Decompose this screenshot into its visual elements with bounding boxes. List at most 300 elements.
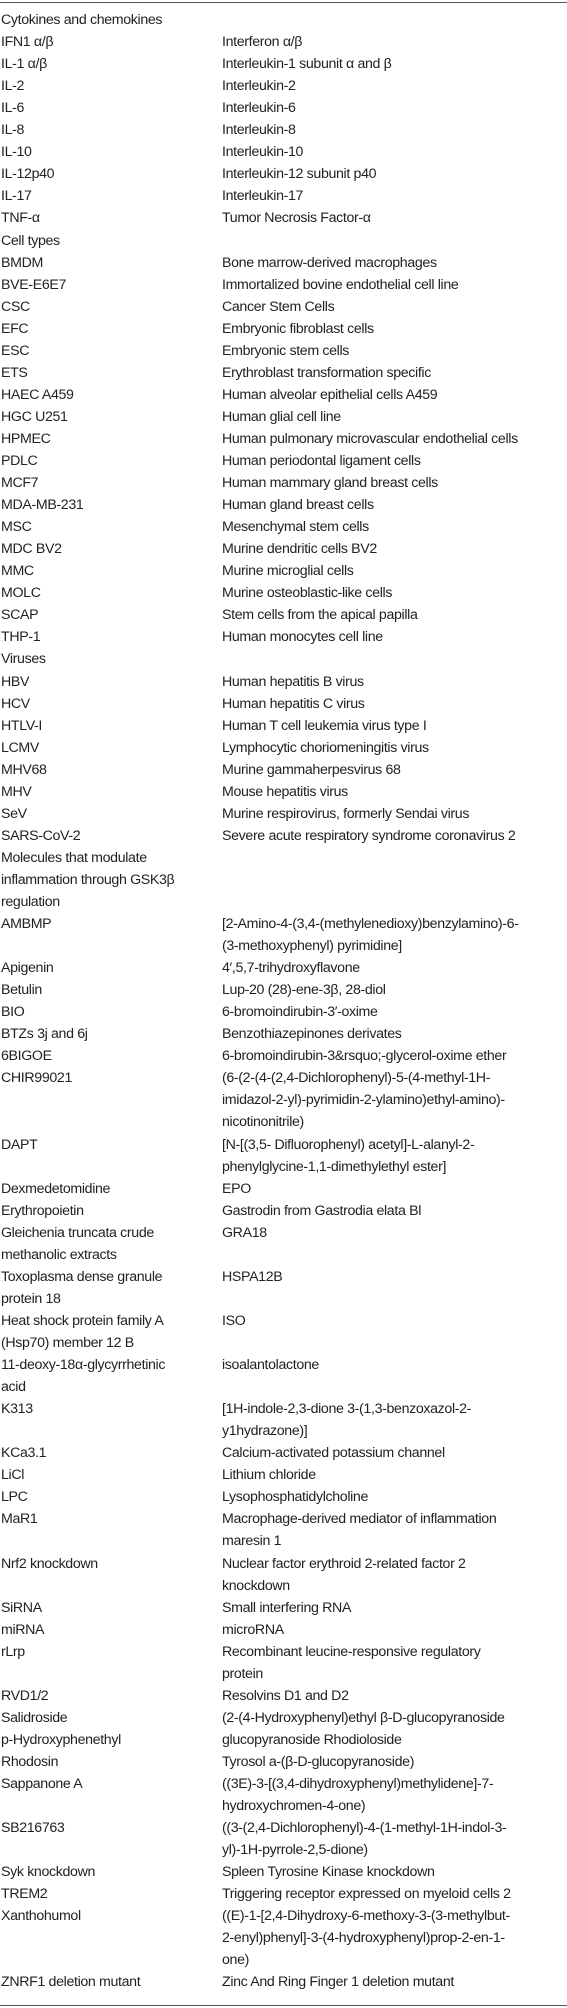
abbreviation-cell-line: SARS-CoV-2 (1, 827, 81, 844)
definition-cell (222, 739, 567, 761)
abbreviation-cell-line: CHIR99021 (1, 1070, 72, 1087)
abbreviation-cell (1, 1444, 211, 1466)
definition-cell (222, 1753, 567, 1775)
definition-cell (222, 695, 567, 717)
definition-cell (222, 1885, 567, 1907)
abbreviation-cell (1, 452, 211, 474)
abbreviation-cell-line: BTZs 3j and 6j (1, 1026, 88, 1043)
definition-cell-line: Human periodontal ligament cells (222, 453, 421, 469)
abbreviation-cell (1, 298, 211, 320)
definition-cell-line: Interleukin-17 (222, 188, 304, 205)
definition-cell-line: Murine osteoblastic-like cells (222, 585, 393, 602)
definition-cell (222, 496, 567, 518)
abbreviation-cell (1, 1885, 211, 1907)
definition-cell (222, 121, 567, 143)
abbreviation-cell-line: LPC (1, 1489, 28, 1506)
definition-cell (222, 827, 567, 849)
table-bottom-rule (0, 2005, 567, 2006)
definition-cell (222, 540, 567, 562)
abbreviation-cell-line: HGC U251 (1, 408, 68, 425)
abbreviation-cell (1, 276, 211, 298)
abbreviation-cell-line: HPMEC (1, 430, 51, 447)
abbreviation-cell (1, 1621, 211, 1643)
abbreviation-cell-line: Apigenin (1, 960, 54, 977)
abbreviation-cell-line: THP-1 (1, 629, 41, 646)
abbreviation-cell (1, 1907, 211, 1929)
definition-cell-line: Human hepatitis C virus (222, 695, 365, 712)
definition-cell (222, 1180, 567, 1202)
abbreviation-cell-line: SiRNA (1, 1599, 42, 1616)
abbreviation-cell-line: miRNA (1, 1621, 45, 1638)
abbreviation-cell-line: KCa3.1 (1, 1445, 47, 1462)
abbreviation-cell (1, 1356, 211, 1400)
definition-cell-line: Human T cell leukemia virus type I (222, 717, 427, 734)
definition-cell-line: glucopyranoside Rhodioloside (222, 1731, 402, 1748)
abbreviation-cell (1, 1753, 211, 1775)
definition-cell-line: isoalantolactone (222, 1357, 319, 1374)
definition-cell-line: Human glial cell line (222, 408, 341, 425)
abbreviation-cell (1, 364, 211, 386)
definition-cell (222, 320, 567, 342)
definition-cell-line: Triggering receptor expressed on myeloid cells 2 (222, 1886, 511, 1903)
abbreviation-cell (1, 739, 211, 761)
abbreviation-cell-line: (Hsp70) member 12 B (1, 1334, 134, 1351)
definition-cell (222, 165, 567, 187)
definition-cell-line: Human monocytes cell line (222, 629, 383, 646)
abbreviation-cell-line: HCV (1, 695, 30, 712)
definition-cell-line: hydroxychromen-4-one) (222, 1798, 366, 1815)
abbreviation-cell (1, 1819, 211, 1841)
definition-cell-line: ((E)-1-[2,4-Dihydroxy-6-methoxy-3-(3-methylbut- (222, 1908, 510, 1925)
abbreviation-cell (1, 143, 211, 165)
definition-cell-line: (6-(2-(4-(2,4-Dichlorophenyl)-5-(4-methyl-1H- (222, 1070, 491, 1087)
abbreviation-cell-line: TNF-α (1, 210, 40, 227)
definition-cell-line: Interleukin-8 (222, 122, 296, 139)
section-heading-line: Cytokines and chemokines (1, 12, 163, 28)
definition-cell (222, 1555, 567, 1599)
abbreviation-cell-line: Toxoplasma dense granule (1, 1268, 163, 1285)
abbreviation-cell (1, 342, 211, 364)
definition-cell (222, 1466, 567, 1488)
abbreviation-cell-line: IL-8 (1, 122, 25, 139)
definition-cell-line: Embryonic stem cells (222, 342, 350, 359)
abbreviation-cell (1, 981, 211, 1003)
definition-cell (222, 1025, 567, 1047)
definition-cell-line: Interleukin-10 (222, 144, 304, 161)
definition-cell-line: ISO (222, 1312, 246, 1329)
definition-cell (222, 915, 567, 959)
definition-cell-line: Murine gammaherpesvirus 68 (222, 761, 401, 778)
definition-cell-line: GRA18 (222, 1224, 267, 1241)
section-heading (1, 650, 231, 672)
abbreviation-cell-line: PDLC (1, 453, 38, 469)
definition-cell-line: [N-[(3,5- Difluorophenyl) acetyl]-L-alanyl-2- (222, 1136, 475, 1153)
abbreviation-cell (1, 717, 211, 739)
section-heading (1, 11, 231, 33)
definition-cell (222, 981, 567, 1003)
definition-cell-line: Murine respirovirus, formerly Sendai virus (222, 805, 470, 822)
definition-cell (222, 1202, 567, 1224)
abbreviation-cell-line: acid (1, 1379, 26, 1396)
abbreviation-cell-line: IL-1 α/β (1, 56, 47, 73)
abbreviation-cell (1, 121, 211, 143)
definition-cell-line: (3-methoxyphenyl) pyrimidine] (222, 938, 402, 955)
abbreviation-cell-line: Erythropoietin (1, 1202, 84, 1219)
abbreviation-cell-line: Gleichenia truncata crude (1, 1224, 154, 1241)
definition-cell-line: Human gland breast cells (222, 497, 374, 514)
abbreviation-cell (1, 33, 211, 55)
definition-cell-line: Erythroblast transformation specific (222, 364, 431, 381)
abbreviation-cell-line: Xanthohumol (1, 1908, 81, 1925)
abbreviation-cell-line: MDC BV2 (1, 541, 62, 558)
abbreviation-cell-line: MCF7 (1, 475, 39, 492)
abbreviation-cell (1, 1047, 211, 1069)
abbreviation-cell (1, 1863, 211, 1885)
abbreviation-cell (1, 1599, 211, 1621)
table-top-rule (0, 2, 567, 3)
definition-cell (222, 1069, 567, 1135)
abbreviation-cell (1, 1312, 211, 1356)
abbreviation-cell (1, 805, 211, 827)
definition-cell (222, 187, 567, 209)
definition-cell-line: Recombinant leucine-responsive regulatory (222, 1643, 481, 1660)
definition-cell-line: Spleen Tyrosine Kinase knockdown (222, 1864, 435, 1881)
definition-cell (222, 474, 567, 496)
abbreviation-cell-line: 11-deoxy-18α-glycyrrhetinic (1, 1357, 166, 1374)
abbreviation-cell (1, 1510, 211, 1532)
abbreviation-cell-line: 6BIGOE (1, 1048, 52, 1065)
abbreviation-cell (1, 320, 211, 342)
abbreviation-cell (1, 1466, 211, 1488)
abbreviation-cell (1, 1202, 211, 1224)
definition-cell-line: Mouse hepatitis virus (222, 783, 348, 800)
abbreviation-cell (1, 430, 211, 452)
abbreviation-cell (1, 1136, 211, 1158)
definition-cell (222, 342, 567, 364)
abbreviation-cell-line: HAEC A459 (1, 386, 74, 403)
abbreviation-cell-line: IL-10 (1, 144, 32, 161)
abbreviation-cell-line: protein 18 (1, 1290, 61, 1307)
abbreviation-cell-line: DAPT (1, 1136, 38, 1153)
abbreviation-cell (1, 1224, 211, 1268)
abbreviation-cell-line: Nrf2 knockdown (1, 1555, 98, 1572)
definition-cell-line: microRNA (222, 1621, 284, 1638)
definition-cell-line: Interleukin-1 subunit α and β (222, 56, 392, 73)
definition-cell (222, 254, 567, 276)
abbreviation-cell (1, 254, 211, 276)
definition-cell (222, 430, 567, 452)
abbreviation-cell (1, 1268, 211, 1312)
abbreviation-cell-line: methanolic extracts (1, 1246, 117, 1263)
definition-cell-line: maresin 1 (222, 1533, 282, 1550)
definition-cell (222, 276, 567, 298)
abbreviation-cell (1, 77, 211, 99)
abbreviation-cell-line: SB216763 (1, 1820, 65, 1837)
abbreviation-cell (1, 1069, 211, 1091)
abbreviation-cell (1, 1709, 211, 1731)
definition-cell-line: imidazol-2-yl)-pyrimidin-2-ylamino)ethyl-amino)- (222, 1092, 505, 1109)
definition-cell (222, 959, 567, 981)
definition-cell-line: Mesenchymal stem cells (222, 519, 369, 536)
definition-cell-line: EPO (222, 1180, 251, 1197)
definition-cell-line: Severe acute respiratory syndrome coronavirus 2 (222, 827, 516, 844)
definition-cell (222, 298, 567, 320)
definition-cell (222, 386, 567, 408)
definition-cell-line: Lymphocytic choriomeningitis virus (222, 739, 429, 756)
abbreviation-cell-line: AMBMP (1, 916, 52, 933)
definition-cell-line: phenylglycine-1,1-dimethylethyl ester] (222, 1158, 447, 1175)
definition-cell (222, 1224, 567, 1246)
abbreviation-cell-line: MDA-MB-231 (1, 497, 84, 514)
abbreviation-cell-line: Salidroside (1, 1709, 68, 1726)
section-heading-line: regulation (1, 893, 60, 910)
section-heading-line: Cell types (1, 232, 60, 249)
definition-cell-line: ((3-(2,4-Dichlorophenyl)-4-(1-methyl-1H-indol-3- (222, 1820, 507, 1837)
definition-cell-line: Zinc And Ring Finger 1 deletion mutant (222, 1974, 454, 1991)
definition-cell-line: Human mammary gland breast cells (222, 475, 438, 492)
definition-cell (222, 1444, 567, 1466)
definition-cell (222, 452, 567, 474)
definition-cell (222, 761, 567, 783)
definition-cell-line: nicotinonitrile) (222, 1114, 304, 1131)
definition-cell (222, 1312, 567, 1334)
abbreviation-cell-line: MHV68 (1, 761, 47, 778)
definition-cell (222, 408, 567, 430)
abbreviation-cell-line: MSC (1, 519, 32, 536)
definition-cell (222, 518, 567, 540)
abbreviation-cell-line: IFN1 α/β (1, 34, 54, 51)
abbreviation-cell (1, 1488, 211, 1510)
abbreviation-cell-line: EFC (1, 320, 29, 337)
definition-cell (222, 1400, 567, 1444)
definition-cell (222, 1819, 567, 1863)
abbreviation-cell (1, 99, 211, 121)
section-heading-line: Molecules that modulate (1, 849, 147, 866)
abbreviation-cell-line: rLrp (1, 1643, 25, 1660)
definition-cell (222, 1863, 567, 1885)
abbreviation-cell-line: HTLV-I (1, 717, 42, 734)
abbreviation-cell-line: BIO (1, 1004, 25, 1021)
abbreviation-cell (1, 408, 211, 430)
definition-cell-line: Human hepatitis B virus (222, 673, 364, 690)
definition-cell-line: Gastrodin from Gastrodia elata Bl (222, 1202, 421, 1219)
definition-cell (222, 562, 567, 584)
abbreviation-cell (1, 1025, 211, 1047)
definition-cell-line: Cancer Stem Cells (222, 298, 335, 315)
section-heading-line: Viruses (1, 651, 46, 668)
abbreviation-cell (1, 1400, 211, 1422)
abbreviation-cell-line: IL-12p40 (1, 166, 55, 183)
definition-cell-line: Embryonic fibroblast cells (222, 320, 374, 337)
abbreviation-cell-line: ZNRF1 deletion mutant (1, 1974, 141, 1991)
abbreviation-cell-line: LiCl (1, 1467, 25, 1484)
definition-cell (222, 805, 567, 827)
abbreviation-cell (1, 540, 211, 562)
definition-cell (222, 1003, 567, 1025)
definition-cell (222, 1709, 567, 1731)
abbreviation-cell-line: IL-2 (1, 78, 25, 95)
definition-cell-line: Immortalized bovine endothelial cell line (222, 276, 459, 293)
abbreviation-cell (1, 1555, 211, 1577)
definition-cell (222, 143, 567, 165)
definition-cell-line: Lithium chloride (222, 1467, 316, 1484)
definition-cell (222, 99, 567, 121)
section-heading-line: inflammation through GSK3β (1, 871, 175, 888)
definition-cell-line: Interleukin-6 (222, 100, 296, 117)
abbreviation-cell-line: Dexmedetomidine (1, 1180, 111, 1197)
abbreviation-cell-line: Sappanone A (1, 1776, 83, 1792)
definition-cell-line: Resolvins D1 and D2 (222, 1687, 349, 1704)
definition-cell-line: Interferon α/β (222, 34, 303, 51)
abbreviation-cell (1, 518, 211, 540)
abbreviation-cell-line: MHV (1, 783, 32, 800)
abbreviation-cell (1, 628, 211, 650)
abbreviation-cell-line: IL-6 (1, 100, 25, 117)
abbreviation-cell (1, 673, 211, 695)
definition-cell (222, 1599, 567, 1621)
abbreviation-cell (1, 187, 211, 209)
abbreviation-cell-line: IL-17 (1, 188, 32, 205)
definition-cell-line: Interleukin-12 subunit p40 (222, 166, 377, 183)
abbreviation-cell-line: RVD1/2 (1, 1687, 49, 1704)
section-heading (1, 849, 231, 915)
abbreviation-cell-line: SCAP (1, 607, 39, 624)
abbreviation-cell-line: HBV (1, 673, 30, 690)
definition-cell (222, 1907, 567, 1973)
definition-cell (222, 783, 567, 805)
definition-cell (222, 33, 567, 55)
definition-cell (222, 628, 567, 650)
definition-cell-line: protein (222, 1665, 263, 1682)
abbreviation-cell (1, 915, 211, 937)
definition-cell (222, 606, 567, 628)
abbreviation-cell (1, 55, 211, 77)
abbreviation-cell (1, 496, 211, 518)
abbreviation-cell (1, 386, 211, 408)
definition-cell (222, 55, 567, 77)
abbreviation-cell-line: ESC (1, 342, 30, 359)
abbreviation-cell-line: MMC (1, 563, 34, 580)
definition-cell-line: Human pulmonary microvascular endothelial cells (222, 430, 518, 447)
definition-cell-line: Calcium-activated potassium channel (222, 1445, 445, 1462)
definition-cell-line: yl)-1H-pyrrole-2,5-dione) (222, 1842, 368, 1859)
definition-cell-line: HSPA12B (222, 1268, 283, 1285)
definition-cell (222, 77, 567, 99)
abbreviation-cell-line: BMDM (1, 254, 43, 271)
abbreviation-cell-line: Rhodosin (1, 1753, 59, 1770)
abbreviation-cell (1, 783, 211, 805)
definition-cell (222, 1356, 567, 1378)
definition-cell (222, 1643, 567, 1687)
section-heading (1, 232, 231, 254)
definition-cell (222, 1268, 567, 1290)
definition-cell (222, 717, 567, 739)
definition-cell-line: y1hydrazone)] (222, 1423, 308, 1440)
definition-cell (222, 1510, 567, 1554)
definition-cell-line: Murine microglial cells (222, 563, 354, 580)
abbreviation-cell-line: Syk knockdown (1, 1864, 96, 1881)
definition-cell (222, 1621, 567, 1643)
definition-cell (222, 584, 567, 606)
abbreviation-cell (1, 1973, 211, 1995)
definition-cell-line: 2-enyl)phenyl]-3-(4-hydroxyphenyl)prop-2-en-1- (222, 1930, 505, 1947)
abbreviation-cell (1, 1643, 211, 1665)
definition-cell (222, 1775, 567, 1819)
definition-cell-line: ((3E)-3-[(3,4-dihydroxyphenyl)methylidene]-7- (222, 1776, 494, 1792)
definition-cell-line: one) (222, 1952, 249, 1969)
definition-cell-line: Lup-20 (28)-ene-3β, 28-diol (222, 982, 386, 999)
abbreviation-cell-line: MOLC (1, 585, 41, 602)
definition-cell-line: Tumor Necrosis Factor-α (222, 210, 371, 227)
definition-cell (222, 1731, 567, 1753)
abbreviation-cell (1, 827, 211, 849)
definition-cell (222, 1687, 567, 1709)
definition-cell (222, 1973, 567, 1995)
definition-cell-line: Bone marrow-derived macrophages (222, 254, 437, 271)
abbreviation-cell-line: MaR1 (1, 1511, 38, 1528)
definition-cell-line: Human alveolar epithelial cells A459 (222, 386, 438, 403)
abbreviation-cell-line: TREM2 (1, 1886, 48, 1903)
abbreviation-cell (1, 761, 211, 783)
abbreviation-cell (1, 959, 211, 981)
definition-cell-line: (2-(4-Hydroxyphenyl)ethyl β-D-glucopyranoside (222, 1709, 505, 1726)
abbreviation-cell (1, 165, 211, 187)
definition-cell (222, 209, 567, 231)
abbreviation-cell-line: ETS (1, 364, 28, 381)
definition-cell-line: 6-bromoindirubin-3′-oxime (222, 1004, 378, 1021)
abbreviation-cell (1, 474, 211, 496)
abbreviation-cell-line: LCMV (1, 739, 40, 756)
abbreviation-cell (1, 1687, 211, 1709)
definition-cell-line: Small interfering RNA (222, 1599, 352, 1616)
definition-cell-line: Murine dendritic cells BV2 (222, 541, 377, 558)
definition-cell (222, 673, 567, 695)
abbreviation-cell (1, 209, 211, 231)
definition-cell (222, 1136, 567, 1180)
abbreviation-cell (1, 1003, 211, 1025)
definition-cell-line: 4′,5,7-trihydroxyflavone (222, 960, 360, 977)
definition-cell-line: 6-bromoindirubin-3&rsquo;-glycerol-oxime ether (222, 1048, 507, 1065)
abbreviation-cell-line: BVE-E6E7 (1, 276, 67, 293)
abbreviation-cell-line: Betulin (1, 982, 42, 999)
definition-cell (222, 1047, 567, 1069)
abbreviation-cell (1, 695, 211, 717)
definition-cell-line: [1H-indole-2,3-dione 3-(1,3-benzoxazol-2- (222, 1401, 472, 1418)
abbreviation-cell (1, 606, 211, 628)
definition-cell (222, 364, 567, 386)
abbreviation-cell-line: Heat shock protein family A (1, 1312, 164, 1329)
definition-cell-line: Stem cells from the apical papilla (222, 607, 418, 624)
abbreviation-cell-line: p-Hydroxyphenethyl (1, 1731, 121, 1748)
definition-cell-line: Tyrosol a-(β-D-glucopyranoside) (222, 1753, 415, 1770)
definition-cell-line: Lysophosphatidylcholine (222, 1489, 369, 1506)
abbreviation-cell (1, 562, 211, 584)
definition-cell-line: knockdown (222, 1577, 290, 1594)
abbreviation-cell-line: K313 (1, 1401, 33, 1418)
definition-cell-line: Nuclear factor erythroid 2-related factor 2 (222, 1555, 466, 1572)
definition-cell-line: Interleukin-2 (222, 78, 296, 95)
abbreviation-cell (1, 1775, 211, 1797)
definition-cell-line: Benzothiazepinones derivates (222, 1026, 402, 1043)
definition-cell-line: Macrophage-derived mediator of inflammation (222, 1511, 497, 1528)
abbreviation-cell-line: CSC (1, 298, 30, 315)
abbreviation-cell (1, 584, 211, 606)
definition-cell (222, 1488, 567, 1510)
abbreviation-cell (1, 1180, 211, 1202)
abbreviation-cell-line: SeV (1, 805, 27, 822)
definition-cell-line: [2-Amino-4-(3,4-(methylenedioxy)benzylamino)-6- (222, 916, 519, 933)
abbreviation-cell (1, 1731, 211, 1753)
